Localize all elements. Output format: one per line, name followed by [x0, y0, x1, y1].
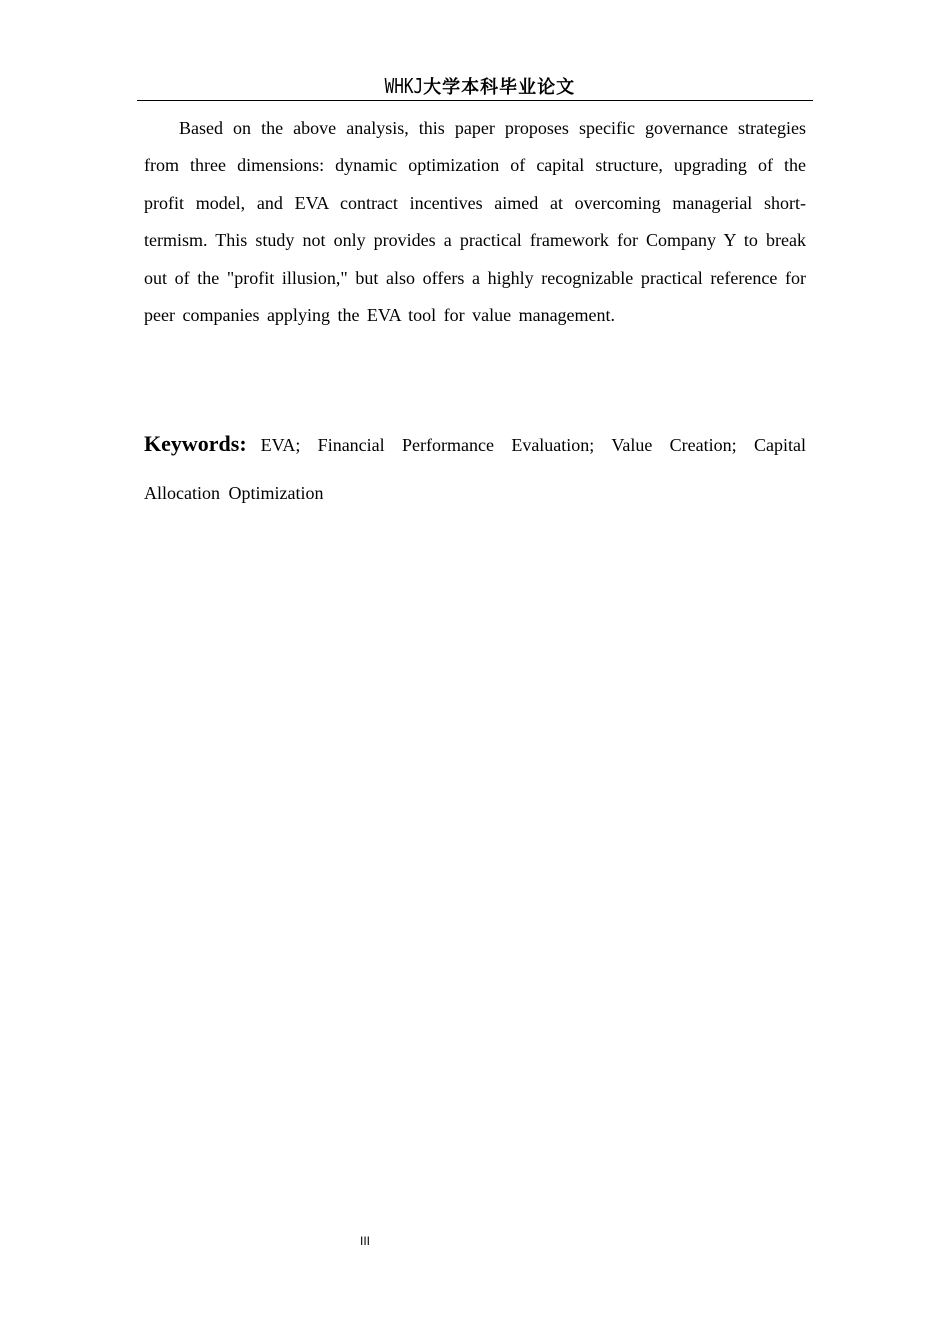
header-cjk: 大学本科毕业论文: [423, 77, 576, 98]
keywords-label: Keywords:: [144, 431, 247, 456]
keywords-text: EVA; Financial Performance Evaluation; Value Creation; Capital Allocation Optimization: [144, 435, 806, 503]
header-title: [375, 72, 575, 102]
page-number: III: [359, 1234, 370, 1248]
abstract-paragraph: Based on the above analysis, this paper proposes specific governance strategies from three dimensions: dynamic optimization of capital structure, upgrading of the profit model, and EVA contract incentives aimed at overcoming managerial short-termism. This study not only provides a practical framework for Company Y to break out of the "profit illusion," but also offers a highly recognizable practical reference for peer companies applying the EVA tool for value management.: [144, 118, 806, 326]
keywords-line: [144, 420, 806, 517]
header-latin: WHKJ: [384, 74, 424, 98]
page-header: [137, 72, 813, 101]
